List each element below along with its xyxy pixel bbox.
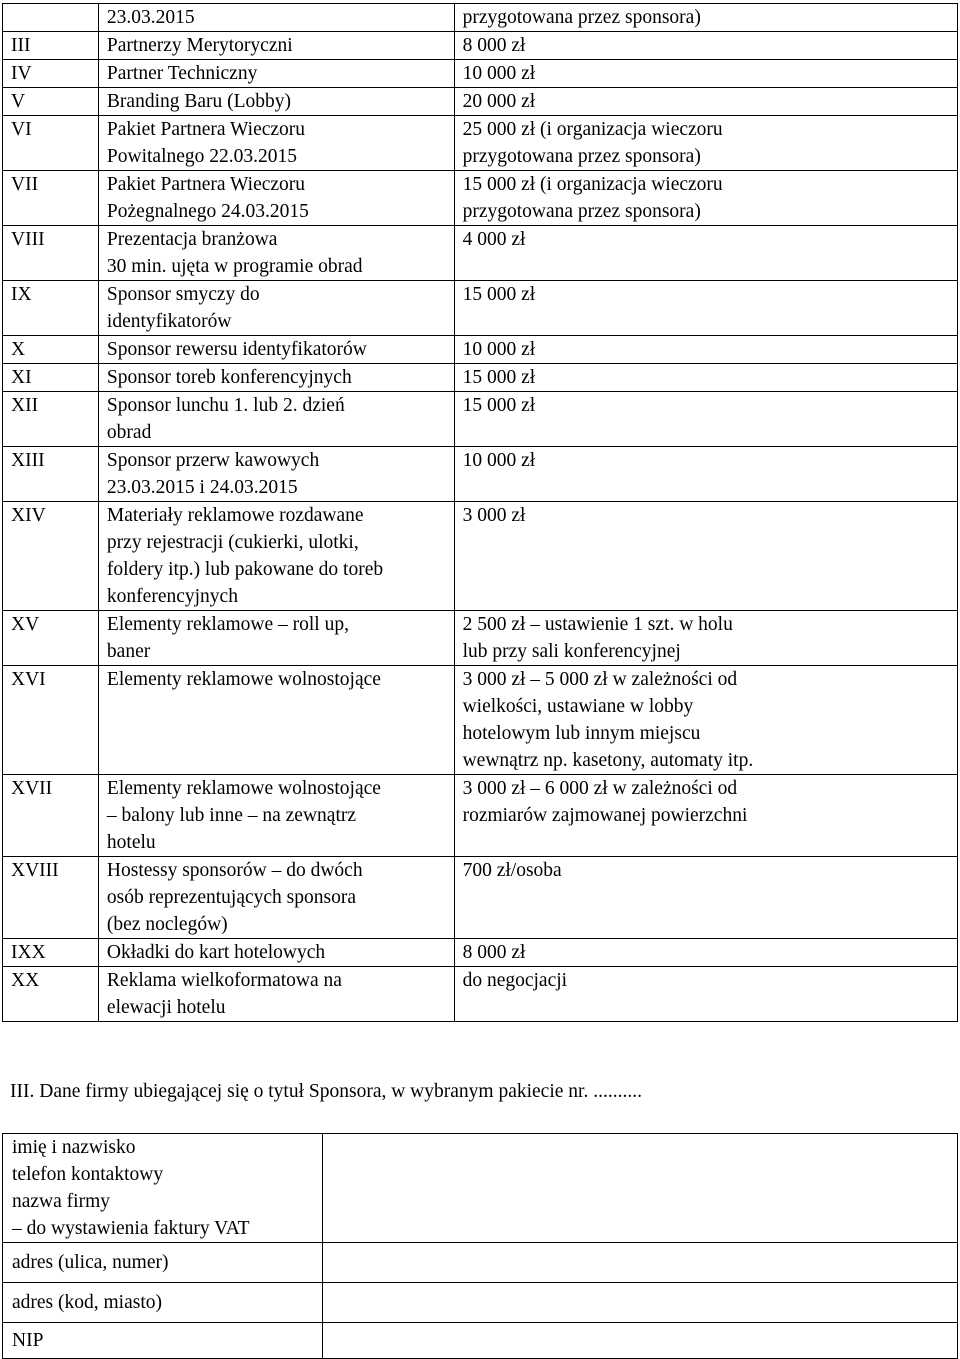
package-price: do negocjacji bbox=[454, 967, 957, 1022]
package-row bbox=[3, 447, 958, 502]
form-field-value-cell bbox=[322, 1243, 957, 1283]
package-name: Sponsor przerw kawowych 23.03.2015 i 24.03.2015 bbox=[98, 447, 454, 502]
package-row bbox=[3, 857, 958, 939]
package-name: Materiały reklamowe rozdawane przy rejestracji (cukierki, ulotki, foldery itp.) lub pakowane do toreb konferencyjnych bbox=[98, 502, 454, 611]
package-row bbox=[3, 939, 958, 967]
package-name: Reklama wielkoformatowa na elewacji hotelu bbox=[98, 967, 454, 1022]
package-name: Branding Baru (Lobby) bbox=[98, 88, 454, 116]
package-name: Sponsor smyczy do identyfikatorów bbox=[98, 281, 454, 336]
form-field-value-cell bbox=[322, 1323, 957, 1359]
package-row bbox=[3, 171, 958, 226]
form-field-input[interactable] bbox=[323, 1246, 957, 1268]
form-row bbox=[3, 1243, 958, 1283]
package-price: 8 000 zł bbox=[454, 939, 957, 967]
package-number: IX bbox=[3, 281, 99, 336]
package-row bbox=[3, 88, 958, 116]
package-price: 3 000 zł – 6 000 zł w zależności od rozmiarów zajmowanej powierzchni bbox=[454, 775, 957, 857]
package-number: XVII bbox=[3, 775, 99, 857]
form-field-input[interactable] bbox=[323, 1137, 957, 1159]
package-price: 20 000 zł bbox=[454, 88, 957, 116]
form-field-label: adres (kod, miasto) bbox=[3, 1283, 323, 1323]
package-number: V bbox=[3, 88, 99, 116]
section-heading: III. Dane firmy ubiegającej się o tytuł Sponsora, w wybranym pakiecie nr. .......... bbox=[10, 1081, 642, 1102]
company-data-form-body bbox=[3, 1134, 958, 1359]
package-name: Elementy reklamowe – roll up, baner bbox=[98, 611, 454, 666]
package-name: Elementy reklamowe wolnostojące bbox=[98, 666, 454, 775]
form-field-input[interactable] bbox=[323, 1326, 957, 1348]
form-row bbox=[3, 1134, 958, 1243]
package-price: 15 000 zł bbox=[454, 281, 957, 336]
package-price: 15 000 zł bbox=[454, 364, 957, 392]
sponsor-packages-table bbox=[2, 3, 958, 1022]
package-price: 3 000 zł – 5 000 zł w zależności od wielkości, ustawiane w lobby hotelowym lub innym miejscu wewnątrz np. kasetony, automaty itp. bbox=[454, 666, 957, 775]
form-field-value-cell bbox=[322, 1134, 957, 1243]
package-number: XI bbox=[3, 364, 99, 392]
sponsor-packages-body bbox=[3, 4, 958, 1022]
package-number: VII bbox=[3, 171, 99, 226]
package-price: 700 zł/osoba bbox=[454, 857, 957, 939]
form-field-label: adres (ulica, numer) bbox=[3, 1243, 323, 1283]
form-row bbox=[3, 1323, 958, 1359]
package-name: Partner Techniczny bbox=[98, 60, 454, 88]
package-name: Sponsor rewersu identyfikatorów bbox=[98, 336, 454, 364]
package-price: 2 500 zł – ustawienie 1 szt. w holu lub przy sali konferencyjnej bbox=[454, 611, 957, 666]
package-price: 10 000 zł bbox=[454, 447, 957, 502]
package-row bbox=[3, 226, 958, 281]
package-name: Sponsor toreb konferencyjnych bbox=[98, 364, 454, 392]
package-number: XX bbox=[3, 967, 99, 1022]
package-row bbox=[3, 4, 958, 32]
package-number: IXX bbox=[3, 939, 99, 967]
package-number: XII bbox=[3, 392, 99, 447]
package-name: Pakiet Partnera Wieczoru Powitalnego 22.03.2015 bbox=[98, 116, 454, 171]
package-name: Prezentacja branżowa 30 min. ujęta w programie obrad bbox=[98, 226, 454, 281]
package-name: 23.03.2015 bbox=[98, 4, 454, 32]
package-price: 3 000 zł bbox=[454, 502, 957, 611]
package-row bbox=[3, 775, 958, 857]
package-name: Elementy reklamowe wolnostojące – balony lub inne – na zewnątrz hotelu bbox=[98, 775, 454, 857]
package-number: XVIII bbox=[3, 857, 99, 939]
package-number: XVI bbox=[3, 666, 99, 775]
package-name: Pakiet Partnera Wieczoru Pożegnalnego 24.03.2015 bbox=[98, 171, 454, 226]
package-price: 15 000 zł (i organizacja wieczoru przygotowana przez sponsora) bbox=[454, 171, 957, 226]
package-name: Okładki do kart hotelowych bbox=[98, 939, 454, 967]
package-number: X bbox=[3, 336, 99, 364]
package-row bbox=[3, 60, 958, 88]
package-row bbox=[3, 666, 958, 775]
package-price: 8 000 zł bbox=[454, 32, 957, 60]
company-data-form bbox=[2, 1133, 958, 1359]
form-field-label: NIP bbox=[3, 1323, 323, 1359]
package-number: VI bbox=[3, 116, 99, 171]
package-number: III bbox=[3, 32, 99, 60]
form-field-label: imię i nazwisko telefon kontaktowy nazwa firmy – do wystawienia faktury VAT bbox=[3, 1134, 323, 1243]
form-row bbox=[3, 1283, 958, 1323]
package-number: IV bbox=[3, 60, 99, 88]
form-field-input[interactable] bbox=[323, 1286, 957, 1308]
package-number: VIII bbox=[3, 226, 99, 281]
package-price: 25 000 zł (i organizacja wieczoru przygotowana przez sponsora) bbox=[454, 116, 957, 171]
package-row bbox=[3, 281, 958, 336]
package-name: Sponsor lunchu 1. lub 2. dzień obrad bbox=[98, 392, 454, 447]
package-row bbox=[3, 502, 958, 611]
package-price: 15 000 zł bbox=[454, 392, 957, 447]
package-row bbox=[3, 336, 958, 364]
package-price: 4 000 zł bbox=[454, 226, 957, 281]
package-name: Partnerzy Merytoryczni bbox=[98, 32, 454, 60]
package-price: 10 000 zł bbox=[454, 336, 957, 364]
package-row bbox=[3, 32, 958, 60]
package-row bbox=[3, 116, 958, 171]
package-number: XV bbox=[3, 611, 99, 666]
package-number bbox=[3, 4, 99, 32]
package-number: XIV bbox=[3, 502, 99, 611]
form-field-value-cell bbox=[322, 1283, 957, 1323]
package-row bbox=[3, 392, 958, 447]
package-number: XIII bbox=[3, 447, 99, 502]
package-row bbox=[3, 611, 958, 666]
package-row bbox=[3, 364, 958, 392]
package-name: Hostessy sponsorów – do dwóch osób reprezentujących sponsora (bez noclegów) bbox=[98, 857, 454, 939]
package-price: 10 000 zł bbox=[454, 60, 957, 88]
package-row bbox=[3, 967, 958, 1022]
package-price: przygotowana przez sponsora) bbox=[454, 4, 957, 32]
